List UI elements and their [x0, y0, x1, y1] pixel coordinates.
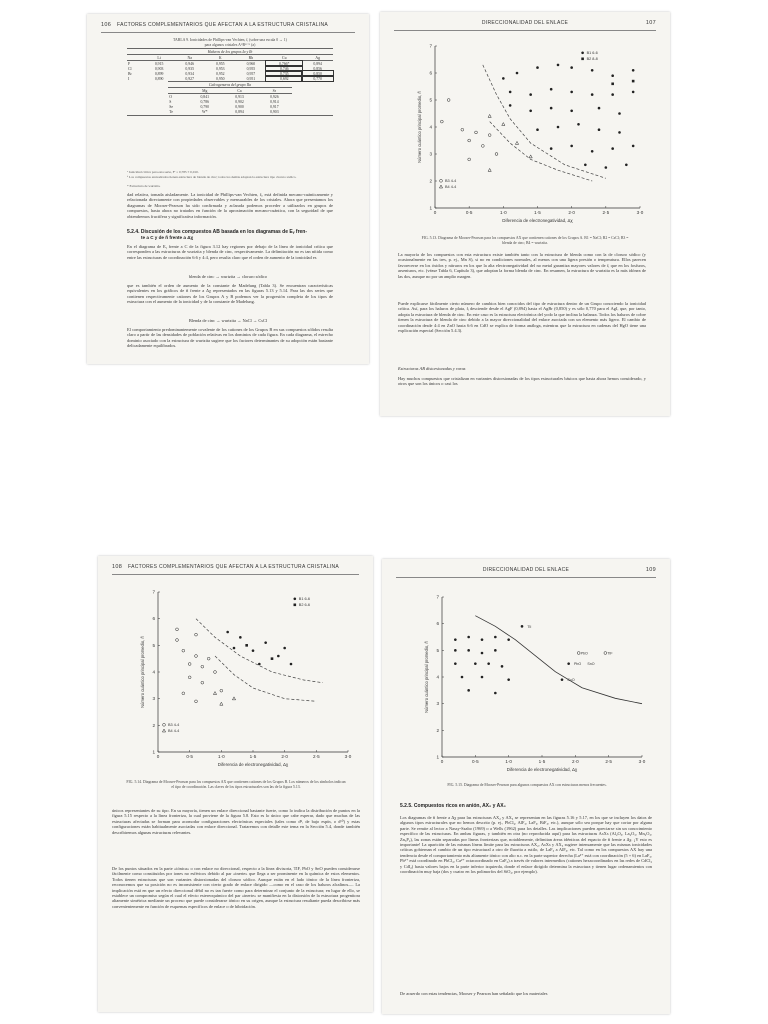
data-point — [550, 107, 553, 110]
data-point — [290, 663, 293, 666]
data-point — [487, 662, 490, 665]
table-title-line1: TABLA 9. Ionicidades de Phillips-van Vechten, fᵢ (sobre una escala 0 → 1) — [173, 38, 287, 42]
y-tick-label: 6 — [436, 621, 439, 627]
x-tick-label: 2·0 — [281, 754, 288, 759]
data-point — [557, 126, 560, 129]
data-point — [258, 663, 261, 666]
x-tick-label: 2·5 — [605, 759, 612, 764]
x-axis-label: Diferencia de electronegatividad, Δχ — [502, 218, 573, 223]
column-header: Ca — [222, 88, 257, 94]
row-label: Se — [169, 104, 174, 109]
legend-label: B1 6-6 — [586, 51, 598, 55]
data-point — [488, 134, 491, 137]
point-label: SnO — [587, 662, 595, 667]
table-9 — [127, 38, 333, 116]
data-point — [488, 168, 491, 171]
data-point — [232, 697, 235, 700]
y-tick-label: 1 — [436, 754, 439, 760]
data-point — [507, 678, 510, 681]
table-cell: 0,946 — [185, 61, 194, 66]
x-axis-label: Diferencia de electronegatividad, Δχ — [506, 767, 578, 772]
data-point — [176, 639, 179, 642]
y-tick-label: 5 — [436, 647, 439, 653]
legend-marker — [294, 598, 297, 601]
paragraph: En el diagrama de Eᵧ frente a C de la figura 3.12 hay regiones por debajo de la línea de ionicidad crítica que corresponden a las estructuras de wurtzita y blenda de cinc, respectivamente. La delimitación no es tan nítida como entre las estructuras de coordinación 6:6 y 4:4, pero resulta claro que el orden de aumento de la ionicidad es — [127, 244, 333, 260]
y-tick-label: 3 — [429, 151, 432, 157]
paragraph: únicos representantes de su tipo. En su mayoría, tienen un enlace direccional bastante fuerte, como lo indica la distribución de puntos en la figura 5.15 respecto a la línea fronteriza, la cual proviene de la figura 5.8. Esto es lo único que cabe esperar, dado que muchas de las estructuras afectadas se forman para acomodar configuraciones electrónicas especiales (tales como d⁸, de bajo espín, o d¹⁰) y estas configuraciones están habitualmente asociadas con enlace direccional. Trataremos con detalle este tema en la Sección 5.4, donde también describiremos algunas estructuras relevantes. — [112, 808, 360, 835]
table-cell: 0,894 — [313, 61, 322, 66]
table-9-halides — [127, 48, 333, 81]
y-tick-label: 2 — [436, 727, 439, 733]
data-point — [461, 676, 464, 679]
x-tick-label: 1·5 — [534, 210, 541, 215]
table-cell: 0,952 — [216, 71, 225, 76]
table-cell: 0,735 — [266, 71, 302, 76]
data-point — [201, 665, 204, 668]
data-point — [454, 638, 457, 641]
data-point — [529, 110, 532, 113]
data-point — [467, 649, 470, 652]
table-cell: 0,856 — [313, 66, 322, 71]
row-label: Br — [128, 71, 132, 76]
running-header — [394, 20, 656, 31]
paragraph: que es también el orden de aumento de la constante de Madelung (Tabla 3). Se encuentran características equivalentes en los gráficos de ñ frente a Δχ representados en las figuras 5.13 y 5.14. Para las dos series que contienen respectivamente cationes de los Grupos A y B podemos ver la progresión completa de los tipos de estructura con el aumento de la ionicidad y de la constante de Madelung. — [127, 283, 333, 305]
data-point — [176, 628, 179, 631]
data-point — [611, 147, 614, 150]
y-tick-label: 5 — [429, 97, 432, 103]
x-tick-label: 1·5 — [249, 754, 257, 759]
boundary-line-upper — [196, 619, 323, 683]
data-point — [584, 164, 587, 167]
data-point — [591, 69, 594, 72]
data-point — [529, 93, 532, 96]
data-point — [264, 641, 267, 644]
y-axis-label: Número cuántico principal promedio, ñ — [140, 636, 145, 708]
chart-fig-5-15 — [382, 583, 670, 783]
data-point — [233, 647, 236, 650]
table-cell: 0,913 — [235, 94, 244, 99]
table-cell: 0,935 — [185, 66, 194, 71]
data-point — [570, 110, 573, 113]
figure-caption: FIG. 5.15. Diagrama de Mooser-Pearson para algunos compuestos AX con estructuras menos frecuentes. — [447, 783, 607, 787]
running-head-title: DIRECCIONALIDAD DEL ENLACE — [482, 567, 570, 573]
point-label: CuO — [567, 678, 575, 683]
data-point — [611, 83, 614, 86]
data-point — [516, 72, 519, 75]
y-tick-label: 2 — [429, 178, 432, 184]
legend-label: B4 4-4 — [168, 729, 180, 733]
data-point — [461, 128, 464, 131]
table-title-line2: para algunos cristales AᴺB⁸⁻ᴺ (a) — [204, 42, 256, 47]
page-number: 107 — [645, 20, 656, 26]
page-109 — [382, 559, 670, 1014]
column-header: Sr — [257, 88, 292, 94]
x-tick-label: 3·0 — [636, 210, 644, 215]
table-cell: 0,960 — [246, 61, 256, 66]
x-tick-label: 2·0 — [572, 759, 579, 764]
data-point — [550, 147, 553, 150]
table-cell: 0,850 — [302, 71, 333, 76]
data-point — [632, 91, 635, 94]
data-point — [618, 112, 621, 115]
data-point — [550, 88, 553, 91]
column-header: Ag — [302, 55, 333, 61]
running-head-title: DIRECCIONALIDAD DEL ENLACE — [481, 20, 569, 26]
data-point — [494, 692, 497, 695]
x-tick-label: 0·5 — [186, 754, 193, 759]
x-tick-label: 1·0 — [218, 754, 225, 759]
running-header — [101, 22, 355, 33]
table-cell: 0,951 — [246, 76, 256, 81]
row-label: S — [169, 99, 172, 104]
table-cell: 0,953 — [216, 66, 225, 71]
table-cell: 0,950 — [216, 76, 225, 81]
data-point — [182, 692, 185, 695]
page-108 — [98, 556, 373, 1012]
page-number: 109 — [645, 567, 656, 573]
y-tick-label: 7 — [429, 43, 432, 49]
data-point — [214, 671, 217, 674]
x-axis-label: Diferencia de electronegatividad, Δχ — [217, 762, 289, 767]
legend-label: B2 8-8 — [586, 57, 598, 61]
data-point — [475, 131, 478, 134]
table-cell: 0,692 — [266, 76, 302, 81]
table-cell: 0,927 — [185, 76, 194, 81]
data-point — [598, 107, 601, 110]
paragraph: De los puntos situados en la parte «iónica» o con enlace no direccional, respecto a la línea divisoria, TlF, PbO y SnO pueden considerarse fácilmente como constituidos por iones no esféricos debido al par «inerte» que llega a ser prominente en la química de estos elementos. Todos tienen estructuras que son variantes distorsionadas del cloruro sódico. Aunque están en el lado iónico de la línea fronteriza, reconocemos que su posición no es inconsistente con cierto grado de enlace dirigido —como en el caso de los haluros alcalinos—. La implicación está en que un efecto direccional débil no es tan fuerte como para determinar el conjunto de la estructura; en lugar de ello, se establece un compromiso según el cual el efecto estereoquímico del par «inerte» se manifiesta en la distorsión de la estructura progenitora altamente simétrica mediante un proceso que puede considerarse iónico en su origen, aunque la estructura resultante pueda describirse más convenientemente en función de esquemas específicos de enlace o de hibridación. — [112, 866, 360, 909]
x-tick-label: 3·0 — [344, 754, 352, 759]
data-point — [447, 99, 450, 102]
data-point — [598, 128, 601, 131]
x-tick-label: 0·5 — [465, 210, 473, 215]
boundary-line-lower — [490, 122, 593, 181]
section-number: 5.2.4. — [127, 229, 140, 235]
x-tick-label: 0·5 — [472, 759, 479, 764]
table-cell: 0,915 — [154, 61, 164, 66]
y-tick-label: 3 — [152, 696, 155, 702]
table-cell: 0,770 — [302, 76, 333, 81]
table-cell: 0,890 — [154, 76, 164, 81]
x-tick-label: 2·0 — [568, 210, 575, 215]
data-point — [577, 652, 580, 655]
running-head-title: FACTORES COMPLEMENTARIOS QUE AFECTAN A LA ESTRUCTURA CRISTALINA — [117, 22, 329, 28]
table-9-chalcogenides — [168, 81, 292, 114]
data-point — [557, 64, 560, 67]
data-point — [536, 66, 539, 69]
page-number: 106 — [101, 22, 112, 28]
data-point — [440, 120, 443, 123]
table-row — [168, 109, 292, 114]
table-cell: 0,955 — [246, 66, 256, 71]
data-point — [591, 93, 594, 96]
data-point — [611, 93, 614, 96]
table-cell: 0,955 — [216, 61, 225, 66]
data-point — [618, 131, 621, 134]
data-point — [454, 662, 457, 665]
table-cell: 0,926 — [270, 94, 279, 99]
data-point — [188, 676, 191, 679]
paragraph: El comportamiento predominantemente covalente de los cationes de los Grupos B en sus compuestos sólidos resulta claro a partir de las densidades de población relativas en los dominios de cada figura. En cada diagrama, el estrecho dominio asociado con la estructura de wurtzita sugiere que los factores determinantes de su adopción están bastante delicadamente equilibrados. — [127, 327, 333, 349]
table-cell: 0,914 — [270, 99, 279, 104]
point-label: TlI — [527, 624, 532, 629]
legend-label: B4 4-4 — [445, 185, 457, 189]
section-title: Compuestos ricos en anión, AX₂ y AX₃ — [413, 803, 506, 809]
paragraph: Hay muchos compuestos que cristalizan en variantes distorsionadas de los tipos estructurales básicos que hasta ahora hemos considerado, y otros que son los únicos o casi los — [398, 376, 646, 387]
chart-fig-5-14 — [98, 578, 373, 778]
y-tick-label: 7 — [436, 594, 439, 600]
y-axis-label: Número cuántico principal promedio, ñ — [417, 91, 422, 163]
row-label: Te — [169, 109, 173, 114]
data-point — [536, 128, 539, 131]
data-point — [632, 145, 635, 148]
legend-marker — [294, 604, 297, 607]
data-point — [195, 633, 198, 636]
table-cell: 0,894 — [235, 109, 244, 114]
formula: Blenda de cinc → wurtzita → NaCl → CsCl — [188, 318, 268, 323]
y-tick-label: 7 — [152, 589, 155, 595]
data-point — [509, 91, 512, 94]
running-header — [112, 564, 359, 575]
page-number: 108 — [112, 564, 123, 570]
data-point — [213, 692, 216, 695]
data-point — [239, 636, 242, 639]
section-title-line1: Discusión de los compuestos AB basada en los diagramas de Eᵧ fren- — [140, 229, 308, 235]
table-cell: 0,746 — [266, 66, 302, 71]
table-cell: 0,841 — [200, 94, 209, 99]
data-point — [529, 155, 532, 158]
data-point — [182, 649, 185, 652]
data-point — [561, 678, 564, 681]
x-tick-label: 2·5 — [313, 754, 320, 759]
data-point — [591, 150, 594, 153]
legend-label: B2 6-6 — [298, 603, 310, 607]
legend-marker — [162, 729, 165, 732]
table-group-title: Haluros de los grupos Ia y Ib — [127, 49, 333, 55]
legend-marker — [439, 185, 442, 188]
data-point — [252, 649, 255, 652]
data-point — [277, 655, 280, 658]
running-head-title: FACTORES COMPLEMENTARIOS QUE AFECTAN A LA ESTRUCTURA CRISTALINA — [128, 564, 340, 570]
formula: blenda de cinc → wurtzita → cloruro sódico — [188, 274, 268, 279]
data-point — [502, 77, 505, 80]
section-title-line2: te a C y de ñ frente a Δχ — [141, 235, 194, 240]
column-header: Li — [144, 55, 175, 61]
table-cell: 0,786 — [200, 99, 209, 104]
subsection-heading: Estructuras AB distorsionadas y raras — [398, 366, 466, 371]
data-point — [481, 652, 484, 655]
x-tick-label: 2·5 — [602, 210, 610, 215]
data-point — [467, 636, 470, 639]
data-point — [271, 657, 274, 660]
point-label: PbO — [580, 651, 588, 656]
data-point — [611, 74, 614, 77]
table-cell: 0,900 — [235, 104, 244, 109]
x-tick-label: 1·5 — [538, 759, 546, 764]
data-point — [195, 700, 198, 703]
paragraph: De acuerdo con estas tendencias, Mooser y Pearson han señalado que los materiales — [400, 991, 548, 996]
section-number: 5.2.5. — [400, 803, 413, 809]
data-point — [201, 681, 204, 684]
data-point — [501, 665, 504, 668]
table-cell: 0,902 — [235, 99, 244, 104]
y-tick-label: 4 — [152, 669, 155, 675]
table-cell: 0,957 — [246, 71, 256, 76]
y-tick-label: 6 — [429, 70, 432, 76]
paragraph: Puede explicarse fácilmente cierto número de cambios bien conocidos del tipo de estructura dentro de un Grupo conociendo la ionicidad crítica. Así, para los haluros de plata, fᵢ desciende desde el AgF (0,894) hasta el AgBr (0,850) y es sólo 0,770 para el AgI, que, por tanto, adopta la estructura de blenda de cinc. En este caso es la estructura electrónica del yodo la que inclina la balanza. Todos los haluros de cobre tienen la estructura de blenda de cinc debido a la mayor direccionalidad del enlace asociada con un elemento más ligero. El cambio de coordinación desde 4:4 en ZnO hasta 6:6 en CdO se explica de forma análoga, mientras que la estructura en cadenas del HgO tiene una explicación especial (Sección 5.4.3). — [398, 301, 646, 334]
y-axis-label: Número cuántico principal promedio, ñ — [424, 641, 429, 713]
y-tick-label: 1 — [429, 205, 432, 211]
table-footnote: ᵇ Los compuestos encuadrados tienen estructura de blenda de cinc; todos los demás adoptan la estructura tipo cloruro sódico. — [127, 175, 297, 179]
x-tick-label: 0 — [440, 759, 444, 764]
x-tick-label: 1·0 — [500, 210, 507, 215]
paragraph: dad relativa, tomada aisladamente. La ionicidad de Phillips-van Vechten, fᵢ, está definida mecano-cuánticamente y relacionada directamente con propiedades observables y mensurables de los cristales. Ahora que presentamos los diagramas de Mooser-Pearson ha sido confirmada y aclarada podemos proceder a utilizarlos en grupos de compuestos, hasta ahora no tratados en función de la aproximación mecano-cuántica, con la seguridad de que obtendremos fructífera y significativa información. — [127, 192, 333, 219]
data-point — [570, 91, 573, 94]
y-tick-label: 5 — [152, 642, 155, 648]
data-point — [283, 647, 286, 650]
data-point — [625, 164, 628, 167]
legend-marker — [581, 58, 584, 61]
boundary-line — [475, 616, 642, 704]
point-label: PbO — [574, 662, 582, 667]
page-106 — [87, 14, 369, 364]
data-point — [604, 652, 607, 655]
data-point — [507, 638, 510, 641]
y-tick-label: 3 — [436, 701, 439, 707]
data-point — [481, 676, 484, 679]
row-label: O — [169, 94, 172, 99]
data-point — [495, 153, 498, 156]
y-tick-label: 1 — [152, 749, 155, 755]
table-cell: 0,903 — [154, 66, 164, 71]
y-tick-label: 2 — [152, 722, 155, 728]
data-point — [467, 689, 470, 692]
figure-caption: FIG. 5.14. Diagrama de Mooser-Pearson para los compuestos AX que contienen cationes de los Grupos B. Los números de los símbolos indican el tipo de coordinación. Las claves de los tipos estructurales son las de la figura 5.13. — [126, 780, 346, 789]
legend-marker — [163, 723, 166, 726]
data-point — [515, 141, 518, 144]
paragraph: La mayoría de los compuestos con esta estructura existe también tanto con la estructura de blenda como con la de cloruro sódico (y ocasionalmente en las tres, p. ej., Mn S), si no en condiciones normales, al menos con una ligera presión o temperatura. Ellos parecen favorecerse en los óxidos y nitruros en los que la alta electronegatividad del no metal garantiza mayores valores de fᵢ que en los fosfuros, arseniuros, etc. (véase Tabla 6, Capítulo 3), que adoptan la forma blenda de cinc. En resumen, la estructura de wurtzita es la más idónea de las dos, aunque no por un amplio margen. — [398, 252, 646, 279]
x-tick-label: 1·0 — [505, 759, 512, 764]
boundary-line-lower — [215, 656, 316, 701]
data-point — [488, 114, 491, 117]
data-point — [632, 80, 635, 83]
y-tick-label: 4 — [436, 674, 439, 680]
column-header: K — [205, 55, 236, 61]
section-heading — [127, 229, 337, 241]
chart-fig-5-13 — [380, 36, 670, 236]
data-point — [632, 69, 635, 72]
table-cell: 0,934 — [185, 71, 194, 76]
table-cell: 0,917 — [270, 104, 279, 109]
data-point — [468, 158, 471, 161]
legend-label: B3 4-4 — [445, 179, 457, 183]
data-point — [577, 123, 580, 126]
row-label: I — [128, 76, 130, 81]
table-cell: 0,766* — [266, 61, 302, 67]
table-cell: 0,899 — [154, 71, 164, 76]
page-107 — [380, 12, 670, 416]
data-point — [570, 66, 573, 69]
section-heading — [400, 803, 506, 809]
data-point — [245, 644, 248, 647]
x-tick-label: 0 — [433, 210, 437, 215]
data-point — [494, 649, 497, 652]
data-point — [468, 139, 471, 142]
data-point — [207, 657, 210, 660]
data-point — [605, 166, 608, 169]
data-point — [220, 689, 223, 692]
data-point — [195, 655, 198, 658]
table-cell: 0,790 — [200, 104, 209, 109]
table-group-title: Calcogenuros del grupo IIa — [168, 82, 292, 88]
data-point — [481, 638, 484, 641]
column-header: Na — [174, 55, 205, 61]
data-point — [502, 123, 505, 126]
legend-marker — [440, 179, 443, 182]
column-header: Mg — [187, 88, 222, 94]
table-footnote: ᵃ Ionicidad crítica para esta serie, Fᶜ = 0,785 ± 0,010. — [127, 170, 199, 174]
data-point — [188, 663, 191, 666]
data-point — [474, 662, 477, 665]
data-point — [521, 625, 524, 628]
x-tick-label: 0 — [156, 754, 160, 759]
y-tick-label: 4 — [429, 124, 432, 130]
table-cell: 0,903 — [270, 109, 279, 114]
y-tick-label: 6 — [152, 616, 155, 622]
column-header: Rb — [236, 55, 267, 61]
row-label: Cl — [128, 66, 132, 71]
point-label: TlF — [607, 651, 613, 656]
legend-marker — [581, 52, 584, 55]
data-point — [454, 649, 457, 652]
figure-caption: FIG. 5.13. Diagrama de Mooser-Pearson para los compuestos AX que contienen cationes de los Grupos A. B1 = NaCl; B2 = CsCl; B3 = blenda de cinc; B4 = wurtzita. — [421, 236, 629, 245]
paragraph: Los diagramas de ñ frente a Δχ para las estructuras AX₂ y AX₃ se representan en las figuras 5.16 y 5.17, en los que se incluyen los datos de algunos tipos estructurales que no hemos descrito (p. ej., PbCl₂, AlF₃, LaF₃, BiF₃, etc.), aunque sólo sea porque hay que cortar por alguna parte. Se remite al lector a Nassy-Szabo (1969) o a Wells (1962) para los detalles. Las implicaciones pueden apreciarse sin un conocimiento específico de las estructuras. En ambas figuras, y también en otra (no reproducida aquí) para las estructuras AₙXₙ (Al₂O₃, La₂O₃, Mn₂O₃, Zn₃P₂), las zonas están separadas por líneas fronterizas que, notablemente, delimitan áreas idénticas del espacio de ñ frente a Δχ. ¡Y esto es importante! La aparición de las mismas líneas límite para las estructuras AX₂, AₙXₙ y AX₃ sugiere intensamente que las mismas ionicidades críticas gobiernan el cambio de un tipo estructural a otro de fluorita a rutilo, de LaF₃ a AlF₃, etc. Tal como en los compuestos AX hay una tendencia desde el comportamiento más altamente iónico con alto n.c. en la parte superior derecha (La³⁺ está con coordinación (5 + 6) en LaF₃, Pb²⁺ está coordinado en PbCl₂, Ca²⁺ octacoordinado en CaF₂) a través de valores intermedios (cationes hexacoordinados en las redes de CdCl₂ y CdI₂) hasta valores bajos en la parte inferior izquierda, donde el enlace dirigido determina la estructura y tienen lugar ordenamientos con coordinación muy baja (dos y cuatro en los polimorfos del SiO₂, por ejemplo). — [400, 815, 652, 875]
data-point — [567, 662, 570, 665]
row-label: F — [128, 61, 131, 66]
running-header — [396, 567, 656, 578]
data-point — [481, 145, 484, 148]
data-point — [509, 104, 512, 107]
column-header: Cu — [266, 55, 302, 61]
x-tick-label: 3·0 — [638, 759, 646, 764]
table-footnote: * Estructura de wurtzita. — [127, 184, 161, 188]
data-point — [570, 145, 573, 148]
data-point — [220, 702, 223, 705]
table-cell: W* — [201, 109, 208, 114]
data-point — [226, 631, 229, 634]
legend-label: B3 4-4 — [168, 723, 180, 727]
legend-label: B1 6-6 — [298, 597, 310, 601]
boundary-line-upper — [483, 65, 606, 178]
data-point — [494, 636, 497, 639]
